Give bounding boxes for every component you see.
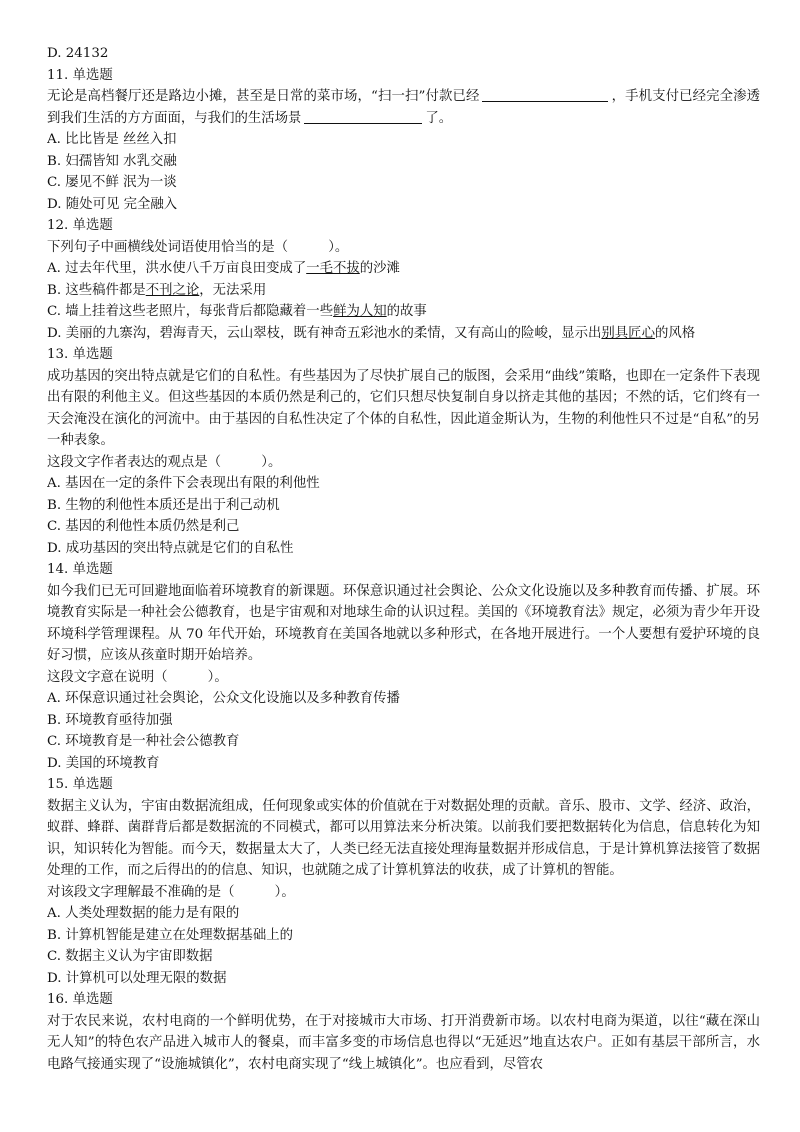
q11-header: 11. 单选题 [47,67,113,83]
q12-option-c-underlined: 鲜为人知 [333,304,387,319]
q11-stem [47,86,760,129]
q12-option-a-tail: 的沙滩 [359,261,400,276]
q14-header: 14. 单选题 [47,562,113,577]
q15-header: 15. 单选题 [47,777,113,792]
q15-option-b: B. 计算机智能是建立在处理数据基础上的 [47,927,293,943]
q11-stem-part1: 无论是高档餐厅还是路边小摊，甚至是日常的菜市场，“扫一扫”付款已经 [47,89,480,104]
q13-header: 13. 单选题 [47,347,113,362]
q15-passage: 数据主义认为，宇宙由数据流组成，任何现象或实体的价值就在于对数据处理的贡献。音乐、股市、文学、经济、政治，蚁群、蜂群、菌群背后都是数据流的不同模式，都可以用算法来分析决策。以前我们要把数据转化为信息，信息转化为知识，知识转化为智能。而今天，数据量太大了，人类已经无法直接处理海量数据并形成信息，于是计算机算法接管了数据处理的工作，而之后得出的的信息、知识，也就随之成了计算机算法的收获，成了计算机的智能。 [47,798,760,878]
q12-option-d [47,323,760,345]
q15-option-c: C. 数据主义认为宇宙即数据 [47,949,213,964]
q15-option-d: D. 计算机可以处理无限的数据 [47,970,227,986]
q12-option-a [47,258,760,280]
q14-option-d: D. 美国的环境教育 [47,755,160,771]
q11-stem-part3: 了。 [425,110,453,126]
q12-option-b-tail: ，无法采用 [199,282,267,298]
q12-option-a-text: A. 过去年代里，洪水使八千万亩良田变成了 [47,261,307,276]
q12-option-c-text: C. 墙上挂着这些老照片，每张背后都隐藏着一些 [47,304,334,319]
q12-option-b [47,280,760,302]
q16-header: 16. 单选题 [47,992,113,1007]
q14-passage: 如今我们已无可回避地面临着环境教育的新课题。环保意识通过社会舆论、公众文化设施以及多种教育而传播、扩展。环境教育实际是一种社会公德教育，也是宇宙观和对地球生命的认识过程。美国的《环境教育法》规定，必须为青少年开设环境科学管理课程。从 70 年代开始，环境教育在美国各地就以多种形式，在各地开展进行。一个人要想有爱护环境的良好习惯，应该从孩童时期开始培养。 [47,583,760,663]
q12-option-b-text: B. 这些稿件都是 [47,282,146,298]
q12-stem: 下列句子中画横线处词语使用恰当的是（ ）。 [47,239,349,255]
q15-stem: 对该段文字理解最不准确的是（ ）。 [47,884,295,900]
q16-passage: 对于农民来说，农村电商的一个鲜明优势，在于对接城市大市场、打开消费新市场。以农村电商为渠道，以往“藏在深山无人知”的特色农产品进入城市人的餐桌，而丰富多变的市场信息也得以“无延迟”地直达农户。正如有基层干部所言，水电路气接通实现了“设施城镇化”，农村电商实现了“线上城镇化”。也应看到，尽管农 [47,1013,760,1072]
q11-option-b: B. 妇孺皆知 水乳交融 [47,153,177,169]
q15-option-a: A. 人类处理数据的能力是有限的 [47,906,240,921]
q13-stem: 这段文字作者表达的观点是（ ）。 [47,454,282,470]
q11-option-d: D. 随处可见 完全融入 [47,196,178,212]
q13-option-b: B. 生物的利他性本质还是出于利己动机 [47,497,280,513]
q12-option-b-underlined: 不刊之论 [145,282,200,298]
q12-header: 12. 单选题 [47,218,113,233]
q13-option-d: D. 成功基因的突出特点就是它们的自私性 [47,540,294,556]
q14-option-b: B. 环境教育亟待加强 [47,712,173,728]
q14-stem: 这段文字意在说明（ ）。 [47,669,228,685]
q11-option-c: C. 屡见不鲜 泯为一谈 [47,175,177,190]
q11-stem-part2: ，手机支付已经完全渗透到我们生活的方方面面，与我们的生活场景 [47,89,760,126]
prev-option-d: D. 24132 [47,46,109,61]
q13-option-c: C. 基因的利他性本质仍然是利己 [47,519,240,534]
q12-option-d-tail: 的风格 [654,325,696,341]
q11-blank-1 [482,87,608,102]
q14-option-c: C. 环境教育是一种社会公德教育 [47,734,240,749]
q13-option-a: A. 基因在一定的条件下会表现出有限的利他性 [47,476,320,491]
q12-option-c [47,301,760,323]
q11-blank-2 [304,109,422,124]
q12-option-d-underlined: 别具匠心 [601,325,655,341]
q13-passage: 成功基因的突出特点就是它们的自私性。有些基因为了尽快扩展自己的版图，会采用“曲线”策略，也即在一定条件下表现出有限的利他主义。但这些基因的本质仍然是利己的，它们只想尽快复制自身以挤走其他的基因；不然的话，它们终有一天会淹没在演化的河流中。由于基因的自私性决定了个体的自私性，因此道金斯认为，生物的利他性只不过是“自私”的另一种表象。 [47,368,760,448]
q11-option-a: A. 比比皆是 丝丝入扣 [47,132,177,147]
q12-option-a-underlined: 一毛不拔 [306,261,360,276]
q12-option-d-text: D. 美丽的九寨沟，碧海青天，云山翠枝，既有神奇五彩池水的柔情，又有高山的险峻，显示出 [47,325,602,341]
q12-option-c-tail: 的故事 [386,304,427,319]
q14-option-a: A. 环保意识通过社会舆论，公众文化设施以及多种教育传播 [47,691,400,706]
